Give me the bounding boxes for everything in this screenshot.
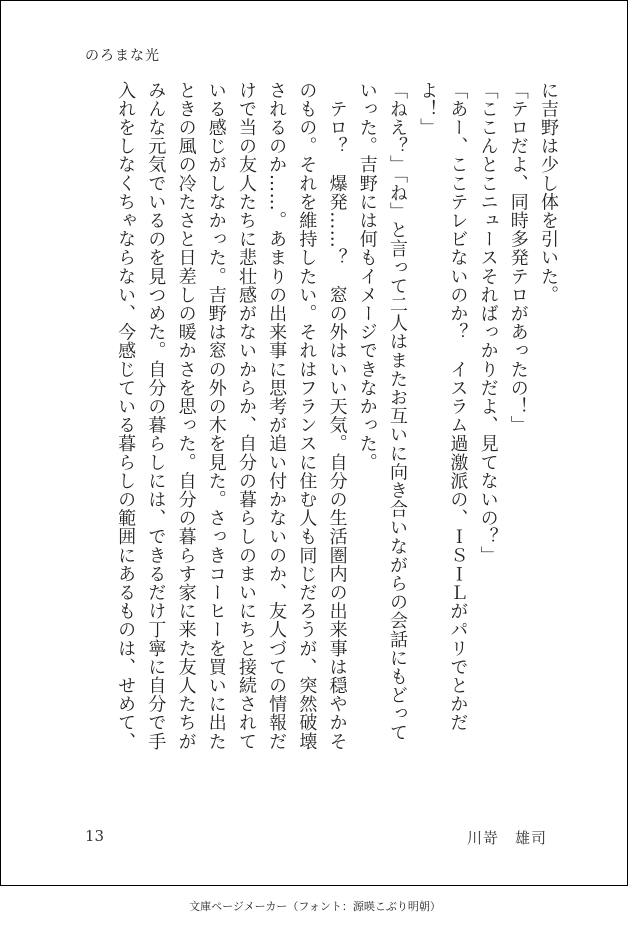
author-name: 川嵜 雄司 (466, 829, 547, 847)
text-line: 入れをしなくちゃならない、今感じている暮らしの範囲にあるものは、せめて、 (115, 81, 137, 751)
text-line: 「ここんとこニュースそればっかりだよ、見てないの？」 (477, 81, 499, 565)
text-line: いる感じがしなかった。吉野は窓の外の木を見た。さっきコーヒーを買いに出た (205, 81, 227, 751)
text-line: みんな元気でいるのを見つめた。自分の暮らしには、できるだけ丁寧に自分で手 (145, 81, 167, 751)
text-line: に吉野は少し体を引いた。 (538, 81, 559, 305)
text-line: されるのか……。あまりの出来事に思考が追い付かないのか、友人づての情報だ (266, 81, 288, 751)
text-line: 「テロだよ、同時多発テロがあったの！」 (507, 81, 529, 435)
page-number: 13 (85, 827, 105, 845)
text-line: ときの風の冷たさと日差しの暖かさを思った。自分の暮らす家に来た友人たちが (175, 81, 197, 751)
generator-credit: 文庫ページメーカー（フォント：源暎こぶり明朝） (189, 900, 441, 913)
text-line: のもの。それを維持したい。それはフランスに住む人も同じだろうが、突然破壊 (296, 81, 318, 751)
text-line: よ！」 (417, 81, 439, 137)
text-line: 「ねえ？」「ね」と言って二人はまたお互いに向き合いながらの会話にもどって (386, 81, 408, 742)
text-line: いった。吉野には何もイメージできなかった。 (356, 81, 378, 472)
vertical-body-text (73, 81, 563, 793)
text-line: けで当の友人たちに悲壮感がないからか、自分の暮らしのまいにちと接続されて (235, 81, 257, 751)
running-title: のろまな光 (85, 48, 160, 64)
text-line: 「あー、ここテレビないのか？ イスラム過激派の、ＩＳＩＬがパリでとかだ (447, 81, 469, 732)
text-line: テロ？ 爆発……？ 窓の外はいい天気。自分の生活圏内の出来事は穏やかそ (326, 81, 348, 751)
